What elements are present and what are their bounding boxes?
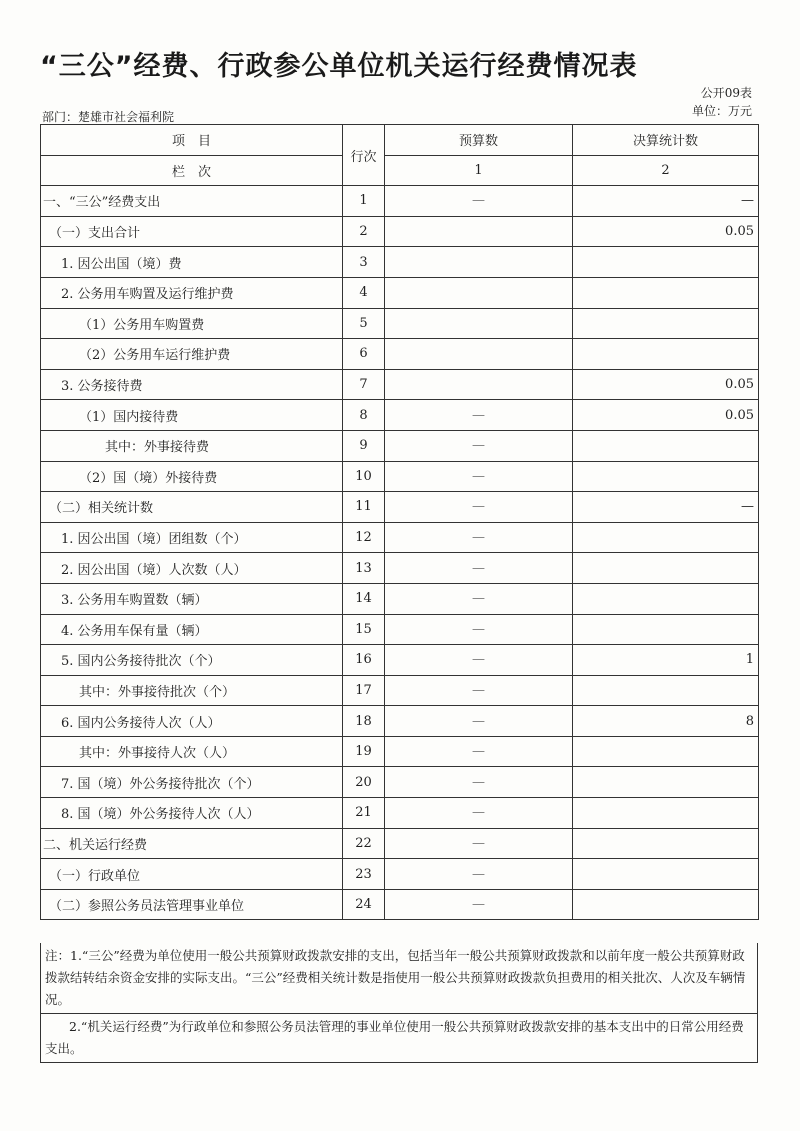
row-budget: — [385,553,573,584]
row-final [573,614,759,645]
row-label: （1）公务用车购置费 [41,308,343,339]
row-label: 3. 公务接待费 [41,369,343,400]
row-budget: — [385,828,573,859]
row-label: 其中：外事接待人次（人） [41,736,343,767]
table-row [41,430,759,461]
row-line-no: 10 [343,461,385,492]
row-final [573,736,759,767]
row-final: — [573,492,759,523]
row-line-no: 24 [343,889,385,920]
row-final [573,889,759,920]
row-final: 0.05 [573,369,759,400]
note-1: 注：1.“三公”经费为单位使用一般公共预算财政拨款安排的支出，包括当年一般公共预算财政拨款和以前年度一般公共预算财政拨款结转结余资金安排的实际支出。“三公”经费相关统计数是指使用一般公共预算财政拨款负担费用的相关批次、人次及车辆情况。 [45,948,746,1007]
row-final [573,430,759,461]
row-label: （二）相关统计数 [41,492,343,523]
table-row [41,828,759,859]
row-budget: — [385,859,573,890]
table-row [41,553,759,584]
notes [40,943,758,1063]
row-label: （2）国（境）外接待费 [41,461,343,492]
row-budget: — [385,798,573,829]
table-row [41,339,759,370]
table-row [41,767,759,798]
row-label: 2. 公务用车购置及运行维护费 [41,277,343,308]
row-final [573,339,759,370]
row-line-no: 1 [343,186,385,217]
row-final [573,308,759,339]
row-final: 8 [573,706,759,737]
row-line-no: 14 [343,583,385,614]
row-budget: — [385,614,573,645]
row-label: （1）国内接待费 [41,400,343,431]
row-budget [385,247,573,278]
row-final [573,553,759,584]
row-budget: — [385,583,573,614]
row-line-no: 13 [343,553,385,584]
department-label: 部门：楚雄市社会福利院 [42,110,175,124]
page-title: “三公”经费、行政参公单位机关运行经费情况表 [40,51,638,82]
row-budget [385,369,573,400]
header-row [41,125,759,156]
table-row [41,400,759,431]
header-row-sub [41,155,759,186]
row-budget: — [385,706,573,737]
table-row [41,186,759,217]
row-budget: — [385,430,573,461]
row-label: 4. 公务用车保有量（辆） [41,614,343,645]
row-label: （一）行政单位 [41,859,343,890]
row-line-no: 20 [343,767,385,798]
row-line-no: 11 [343,492,385,523]
row-line-no: 23 [343,859,385,890]
row-label: 2. 因公出国（境）人次数（人） [41,553,343,584]
row-budget [385,308,573,339]
row-line-no: 3 [343,247,385,278]
row-line-no: 18 [343,706,385,737]
table-row [41,461,759,492]
row-label: 3. 公务用车购置数（辆） [41,583,343,614]
row-line-no: 9 [343,430,385,461]
row-label: 1. 因公出国（境）费 [41,247,343,278]
row-line-no: 22 [343,828,385,859]
row-final [573,277,759,308]
row-line-no: 17 [343,675,385,706]
row-budget [385,339,573,370]
row-final [573,798,759,829]
row-label: 其中：外事接待费 [41,430,343,461]
table-row [41,247,759,278]
header-final-col: 2 [573,155,759,186]
table-row [41,308,759,339]
row-line-no: 15 [343,614,385,645]
row-line-no: 12 [343,522,385,553]
row-line-no: 8 [343,400,385,431]
table-row [41,889,759,920]
row-budget: — [385,186,573,217]
row-final: — [573,186,759,217]
row-label: 其中：外事接待批次（个） [41,675,343,706]
table-row [41,492,759,523]
row-budget [385,277,573,308]
table-row [41,369,759,400]
row-budget: — [385,736,573,767]
note-2: 2.“机关运行经费”为行政单位和参照公务员法管理的事业单位使用一般公共预算财政拨款安排的基本支出中的日常公用经费支出。 [41,1013,757,1062]
row-line-no: 16 [343,645,385,676]
row-final [573,247,759,278]
row-final [573,461,759,492]
row-label: 1. 因公出国（境）团组数（个） [41,522,343,553]
row-final: 1 [573,645,759,676]
row-budget: — [385,522,573,553]
header-line-no: 行次 [343,125,385,186]
row-budget: — [385,492,573,523]
row-budget [385,216,573,247]
row-final: 0.05 [573,216,759,247]
row-line-no: 21 [343,798,385,829]
table-row [41,583,759,614]
row-label: 6. 国内公务接待人次（人） [41,706,343,737]
table-row [41,216,759,247]
row-budget: — [385,461,573,492]
expense-table [40,124,759,920]
header-final: 决算统计数 [573,125,759,156]
header-budget-col: 1 [385,155,573,186]
table-row [41,736,759,767]
table-row [41,645,759,676]
table-row [41,798,759,829]
table-row [41,614,759,645]
table-row [41,277,759,308]
row-budget: — [385,767,573,798]
form-code: 公开09表 [700,86,752,100]
row-budget: — [385,675,573,706]
row-budget: — [385,645,573,676]
header-budget: 预算数 [385,125,573,156]
row-final: 0.05 [573,400,759,431]
row-line-no: 5 [343,308,385,339]
row-label: 一、“三公”经费支出 [41,186,343,217]
header-item: 项 目 [41,125,343,156]
row-label: （一）支出合计 [41,216,343,247]
row-line-no: 19 [343,736,385,767]
row-line-no: 4 [343,277,385,308]
row-label: 二、机关运行经费 [41,828,343,859]
row-label: 7. 国（境）外公务接待批次（个） [41,767,343,798]
row-label: （2）公务用车运行维护费 [41,339,343,370]
row-final [573,522,759,553]
header-item-sub: 栏 次 [41,155,343,186]
table-row [41,859,759,890]
row-final [573,859,759,890]
row-final [573,767,759,798]
row-budget: — [385,889,573,920]
table-row [41,706,759,737]
row-label: （二）参照公务员法管理事业单位 [41,889,343,920]
row-final [573,675,759,706]
row-label: 8. 国（境）外公务接待人次（人） [41,798,343,829]
row-budget: — [385,400,573,431]
row-label: 5. 国内公务接待批次（个） [41,645,343,676]
row-final [573,828,759,859]
row-final [573,583,759,614]
unit-label: 单位：万元 [691,104,752,118]
row-line-no: 2 [343,216,385,247]
table-row [41,522,759,553]
row-line-no: 7 [343,369,385,400]
table-row [41,675,759,706]
row-line-no: 6 [343,339,385,370]
